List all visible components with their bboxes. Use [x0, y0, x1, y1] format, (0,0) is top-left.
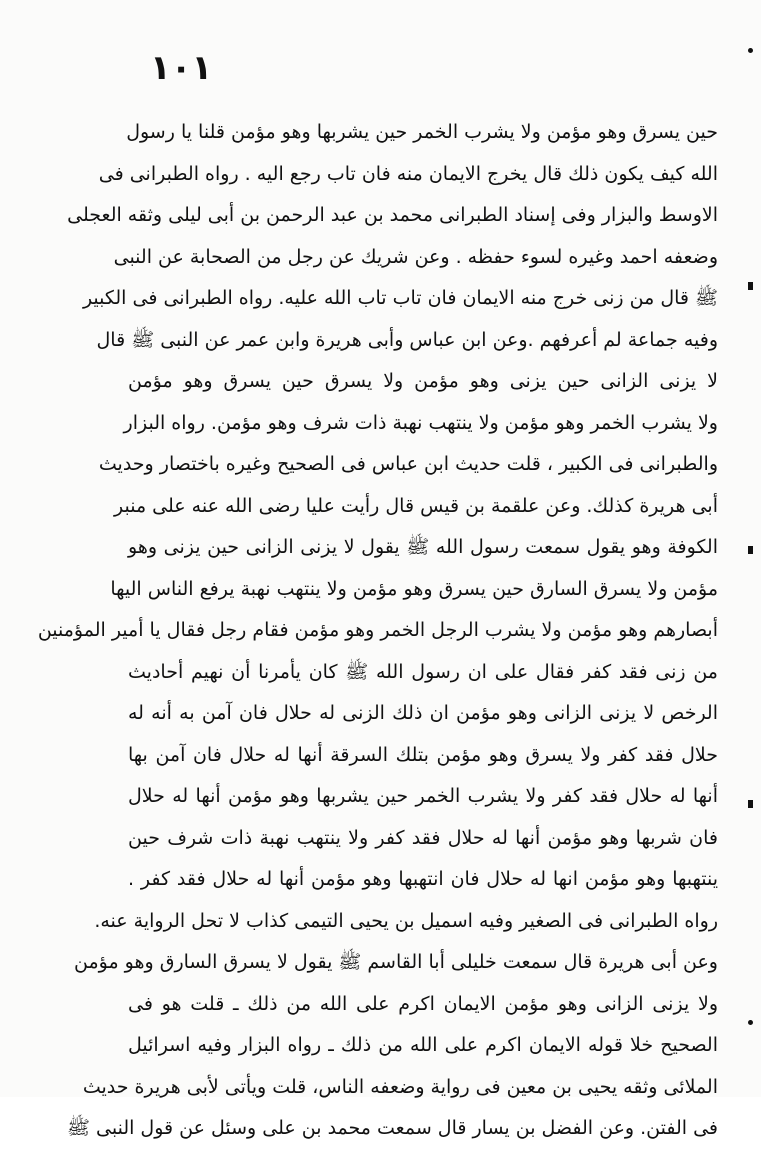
text-line: الصحيح خلا قوله الايمان اكرم على الله من ذلك ـ رواه البزار وفيه اسرائيل: [128, 1034, 718, 1056]
page-text: [37, 112, 718, 1150]
text-line: فان شربها وهو مؤمن أنها له حلال فقد كفر ولا ينتهب نهبة ذات شرف حين: [128, 826, 718, 849]
text-line: مؤمن ولا يسرق السارق حين يسرق وهو مؤمن ولا ينتهب نهبة يرفع الناس اليها: [110, 577, 718, 600]
text-line: حلال فقد كفر ولا يسرق وهو مؤمن بتلك السرقة أنها له حلال فان آمن بها: [128, 743, 718, 766]
text-line: الرخص لا يزنى الزانى وهو مؤمن ان ذلك الزنى له حلال فان آمن به أنه له: [128, 702, 718, 724]
text-line: حين يسرق وهو مؤمن ولا يشرب الخمر حين يشربها وهو مؤمن قلنا يا رسول: [126, 121, 718, 143]
text-line: وفيه جماعة لم أعرفهم .وعن ابن عباس وأبى هريرة وابن عمر عن النبى ﷺ قال: [96, 328, 718, 351]
text-line: الله كيف يكون ذلك قال يخرج الايمان منه فان تاب رجع اليه . رواه الطبرانى فى: [98, 162, 718, 185]
text-line: أبى هريرة كذلك. وعن علقمة بن قيس قال رأيت عليا رضى الله عنه على منبر: [114, 494, 718, 517]
text-line: فى الفتن. وعن الفضل بن يسار قال سمعت محمد بن على وسئل عن قول النبى ﷺ: [67, 1117, 718, 1139]
text-line: رواه الطبرانى فى الصغير وفيه اسميل بن يحيى التيمى كذاب لا تحل الرواية عنه.: [94, 909, 718, 932]
text-line: وعن أبى هريرة قال سمعت خليلى أبا القاسم ﷺ يقول لا يسرق السارق وهو مؤمن: [74, 951, 718, 973]
text-line: والطبرانى فى الكبير ، قلت حديث ابن عباس فى الصحيح وغيره باختصار وحديث: [98, 453, 718, 475]
text-line: ولا يشرب الخمر وهو مؤمن ولا ينتهب نهبة ذات شرف وهو مؤمن. رواه البزار: [123, 411, 718, 434]
text-line: وضعفه احمد وغيره لسوء حفظه . وعن شريك عن رجل من الصحابة عن النبى: [113, 245, 718, 268]
text-line: أبصارهم وهو مؤمن ولا يشرب الرجل الخمر وهو مؤمن فقام رجل فقال يا أمير المؤمنين: [37, 619, 718, 641]
edge-mark: [748, 282, 753, 290]
text-line: الاوسط والبزار وفى إسناد الطبرانى محمد بن عبد الرحمن بن أبى ليلى وثقه العجلى: [67, 204, 718, 226]
edge-mark: [748, 48, 753, 53]
page-number: ١٠١: [150, 48, 213, 88]
text-line: الملائى وثقه يحيى بن معين فى رواية وضعفه الناس، قلت ويأتى لأبى هريرة حديث: [82, 1075, 718, 1098]
text-line: ينتهبها وهو مؤمن انها له حلال فان انتهبها وهو مؤمن أنها له حلال فقد كفر .: [128, 868, 718, 890]
text-line: من زنى فقد كفر فقال على ان رسول الله ﷺ كان يأمرنا أن نهيم أحاديث: [128, 660, 718, 683]
edge-mark: [748, 800, 753, 808]
text-line: أنها له حلال فقد كفر ولا يشرب الخمر حين يشربها وهو مؤمن أنها له حلال: [128, 785, 718, 807]
text-line: ولا يزنى الزانى وهو مؤمن الايمان اكرم على الله من ذلك ـ قلت هو فى: [128, 992, 718, 1015]
text-line: الكوفة وهو يقول سمعت رسول الله ﷺ يقول لا يزنى الزانى حين يزنى وهو: [128, 536, 718, 558]
text-line: لا يزنى الزانى حين يزنى وهو مؤمن ولا يسرق حين يسرق وهو مؤمن: [128, 370, 718, 392]
edge-mark: [748, 546, 753, 554]
edge-mark: [748, 1020, 753, 1025]
text-line: ﷺ قال من زنى خرج منه الايمان فان تاب تاب الله عليه. رواه الطبرانى فى الكبير: [82, 287, 718, 309]
